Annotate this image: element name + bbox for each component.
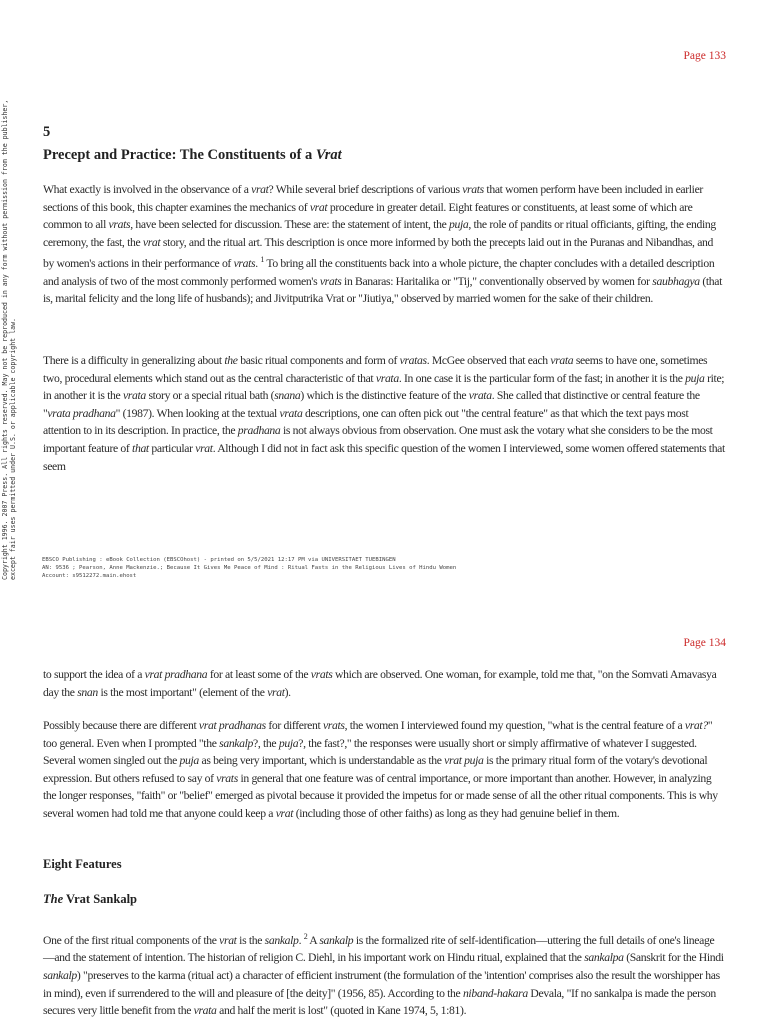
page-133-label: Page 133 bbox=[683, 50, 726, 62]
side-copyright-notice bbox=[2, 20, 17, 580]
footer-line-1: EBSCO Publishing : eBook Collection (EBSCOhost) - printed on 5/5/2021 12:17 PM via UNIVERSITAET TUEBINGEN bbox=[42, 557, 396, 563]
chapter-number: 5 bbox=[43, 124, 51, 140]
page-134-label: Page 134 bbox=[683, 637, 726, 649]
page-134-paragraph-1: to support the idea of a vrat pradhana for at least some of the vrats which are observed. One woman, for example, told me that, "on the Somvati Amavasya day the snan is the most important" (element of the vrat). bbox=[43, 668, 717, 699]
footnote-ref-2[interactable]: 2 bbox=[303, 932, 308, 941]
side-copyright-line-1: Copyright 1996. 2007 Press. All rights reserved. May not be reproduced in any form without permission from the publisher, bbox=[1, 99, 9, 580]
footnote-ref-1[interactable]: 1 bbox=[260, 255, 265, 265]
chapter-title: Precept and Practice: The Constituents of a Vrat bbox=[43, 147, 342, 163]
heading-eight-features: Eight Features bbox=[43, 857, 122, 871]
page-134-paragraph-3: One of the first ritual components of the vrat is the sankalp. $^2$ A sankalp is the formalized rite of self-identification—uttering the full details of one's lineage—and the statement of intention. The historian of religion C. Diehl, in his important work on Hindu ritual, explained that the sankalpa (Sanskrit for the Hindi sankalp) "preserves to the karma (ritual act) a character of efficient instrument (the formulation of the 'intention' comprises also the result the worshipper has in mind), even if surrendered to the will and pleasure of [the deity]" (1956, 85). According to the niband-hakara Devala, "If no sankalpa is made the person secures very little benefit from the vrata and half the merit is lost" (quoted in Kane 1974, 5, 1:81). bbox=[43, 932, 724, 1018]
page-133-paragraph-1: What exactly is involved in the observance of a vrat? While several brief descriptions of various vrats that women perform have been included in earlier sections of this book, this chapter examines the mechanics of vrat procedure in greater detail. Eight features or constituents, at least some of which are common to all vrats, have been selected for discussion. These are: the statement of intent, the puja, the role of pandits or ritual officiants, gifting, the ending ceremony, the fast, the vrat story, and the ritual art. This description is once more informed by both the precepts laid out in the Puranas and Nibandhas, and by women's actions in their performance of vrats. $^1$ To bring all the constituents back into a whole picture, the chapter concludes with a detailed description and analysis of two of the most commonly performed women's vrats in Banaras: Haritalika or "Tij," conventionally observed by women for saubhagya (that is, marital felicity and the long life of husbands); and Jivitputrika Vrat or "Jiutiya," observed by married women for the sake of their children. bbox=[43, 183, 723, 306]
ebsco-footer bbox=[42, 556, 456, 581]
side-copyright-line-2: except fair uses permitted under U.S. or applicable copyright law. bbox=[8, 317, 17, 580]
heading-vrat-sankalp: The Vrat Sankalp bbox=[43, 892, 138, 906]
page-133-paragraph-2: There is a difficulty in generalizing about the basic ritual components and form of vratas. McGee observed that each vrata seems to have one, sometimes two, procedural elements which stand out as the central characteristic of that vrata. In one case it is the particular form of the fast; in another it is the puja rite; in another it is the vrata story or a special ritual bath (snana) which is the distinctive feature of the vrata. She called that distinctive or central feature the "vrata pradhana" (1987). When looking at the textual vrata descriptions, one can often pick out "the central feature" as that which the text pays most attention to in its description. In practice, the pradhana is not always obvious from observation. One must ask the votary what she considers to be the most important feature of that particular vrat. Although I did not in fact ask this specific question of the women I interviewed, some women offered statements that seem bbox=[43, 354, 725, 473]
page-134-paragraph-2: Possibly because there are different vrat pradhanas for different vrats, the women I interviewed found my question, "what is the central feature of a vrat?" too general. Even when I prompted "the sankalp?, the puja?, the fast?," the responses were usually short or simply affirmative of whatever I suggested. Several women singled out the puja as being very important, which is understandable as the vrat puja is the primary ritual form of the votary's devotional expression. But others refused to say of vrats in general that one feature was of central importance, or more important than another. However, in analyzing the longer responses, "faith" or "belief" emerged as pivotal because it provided the impetus for or made sense of all the other ritual components. This is why several women had told me that anyone could keep a vrat (including those of other faiths) as long as they had genuine belief in them. bbox=[43, 719, 718, 820]
footer-line-3: Account: s9512272.main.ehost bbox=[42, 573, 137, 580]
footer-line-2: AN: 9536 ; Pearson, Anne Mackenzie.; Because It Gives Me Peace of Mind : Ritual Fasts in the Religious Lives of Hindu Women bbox=[42, 565, 457, 572]
chapter-heading bbox=[43, 124, 725, 164]
